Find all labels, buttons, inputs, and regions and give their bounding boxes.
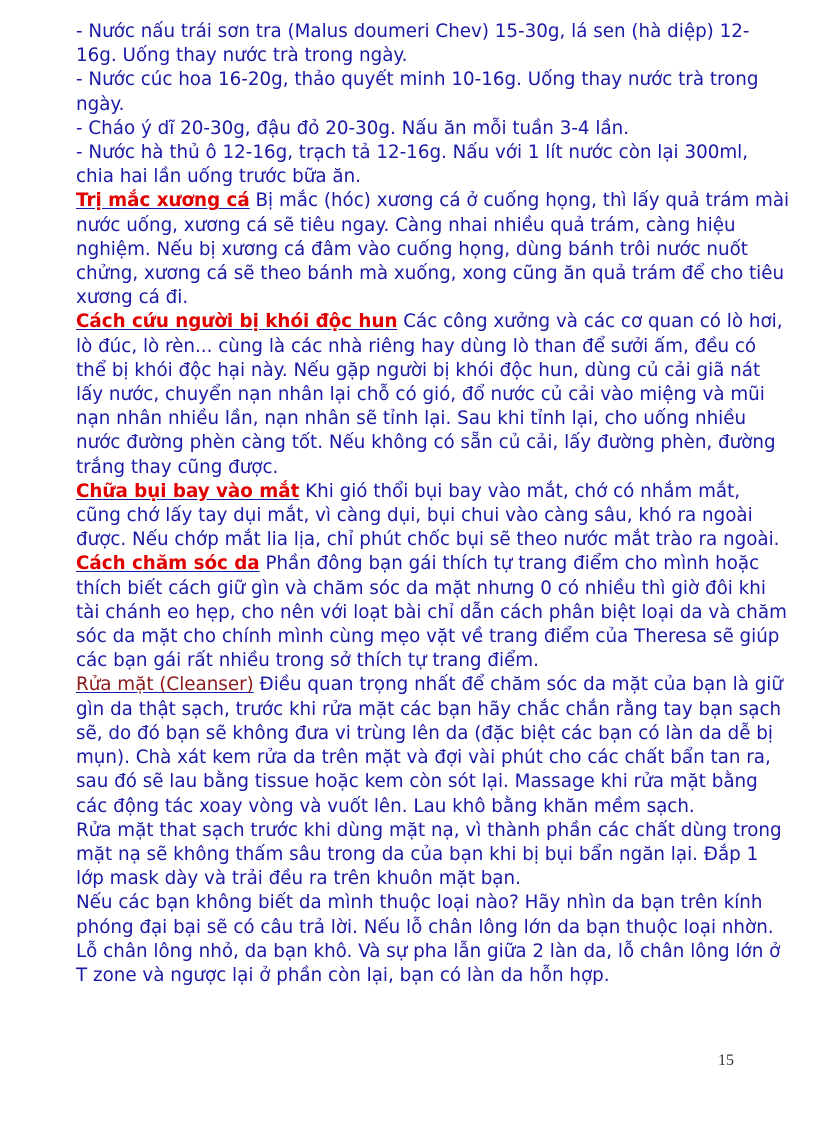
section-text: Khi gió thổi bụi bay vào mắt, chớ có nhắm mắt, cũng chớ lấy tay dụi mắt, vì càng dụi, bụi chui vào càng sâu, khó ra ngoài được. Nếu chớp mắt lia lịa, chỉ phút chốc bụi sẽ theo nước mắt trào ra ngoài. — [76, 480, 780, 551]
intro-line: - Nước hà thủ ô 12-16g, trạch tả 12-16g. Nấu với 1 lít nước còn lại 300ml, chia hai lần uống trước bữa ăn. — [76, 142, 749, 188]
intro-line: - Nước cúc hoa 16-20g, thảo quyết minh 10-16g. Uống thay nước trà trong ngày. — [76, 69, 759, 115]
closing-paragraph: Nếu các bạn không biết da mình thuộc loại nào? Hãy nhìn da bạn trên kính phóng đại bại sẽ có câu trả lời. Nếu lỗ chân lông lớn da bạn thuộc loại nhờn. Lỗ chân lông nhỏ, da bạn khô. Và sự pha lẫn giữa 2 làn da, lỗ chân lông lớn ở T zone và ngược lại ở phần còn lại, bạn có làn da hỗn hợp. — [76, 892, 781, 986]
section-heading: Chữa bụi bay vào mắt — [76, 480, 300, 502]
closing-paragraph: Rửa mặt that sạch trước khi dùng mặt nạ, vì thành phần các chất dùng trong mặt nạ sẽ không thấm sâu trong da của bạn khi bị bụi bẩn ngăn lại. Đắp 1 lớp mask dày và trải đều ra trên khuôn mặt bạn. — [76, 819, 782, 890]
intro-line: - Cháo ý dĩ 20-30g, đậu đỏ 20-30g. Nấu ăn mỗi tuần 3-4 lần. — [76, 117, 630, 139]
document-page — [76, 20, 790, 988]
section-heading: Trị mắc xương cá — [76, 190, 250, 212]
subsection-heading: Rửa mặt (Cleanser) — [76, 674, 254, 696]
section-skincare — [76, 552, 790, 673]
section-text: Các công xưởng và các cơ quan có lò hơi, lò đúc, lò rèn... cùng là các nhà riêng hay dùng lò than để sưởi ấm, đều có thể bị khói độc hại này. Nếu gặp người bị khói độc hun, dùng củ cải giã nát lấy nước, chuyển nạn nhân lại chỗ có gió, đổ nước củ cải vào miệng và mũi nạn nhân nhiều lần, nạn nhân sẽ tỉnh lại. Sau khi tỉnh lại, cho uống nhiều nước đường phèn càng tốt. Nếu không có sẵn củ cải, lấy đường phèn, đường trắng thay cũng được. — [76, 311, 783, 478]
section-smoke — [76, 310, 790, 479]
section-text: Phần đông bạn gái thích tự trang điểm cho mình hoặc thích biết cách giữ gìn và chăm sóc da mặt nhưng 0 có nhiều thì giờ đôi khi tài chánh eo hẹp, cho nên với loạt bài chỉ dẫn cách phân biệt loại da và chăm sóc da mặt cho chính mình cùng mẹo vặt về trang điểm của Theresa sẽ giúp các bạn gái rất nhiều trong sở thích tự trang điểm. — [76, 553, 787, 672]
intro-line: - Nước nấu trái sơn tra (Malus doumeri Chev) 15-30g, lá sen (hà diệp) 12-16g. Uống thay nước trà trong ngày. — [76, 21, 750, 67]
section-cleanser — [76, 673, 790, 818]
section-text: Bị mắc (hóc) xương cá ở cuống họng, thì lấy quả trám mài nước uống, xương cá sẽ tiêu ngay. Càng nhai nhiều quả trám, càng hiệu nghiệm. Nếu bị xương cá đâm vào cuống họng, dùng bánh trôi nước nuốt chửng, xương cá sẽ theo bánh mà xuống, xong cũng ăn quả trám để cho tiêu xương cá đi. — [76, 190, 790, 309]
section-text: Điều quan trọng nhất để chăm sóc da mặt của bạn là giữ gìn da thật sạch, trước khi rửa mặt các bạn hãy chắc chắn rằng tay bạn sạch sẽ, do đó bạn sẽ không đưa vi trùng lên da (đặc biệt các bạn có làn da dễ bị mụn). Chà xát kem rửa da trên mặt và đợi vài phút cho các chất bẩn tan ra, sau đó sẽ lau bằng tissue hoặc kem còn sót lại. Massage khi rửa mặt bằng các động tác xoay vòng và vuốt lên. Lau khô bằng khăn mềm sạch. — [76, 674, 783, 817]
section-fishbone — [76, 189, 790, 310]
page-number: 15 — [718, 1052, 734, 1069]
section-dust — [76, 480, 790, 553]
section-heading: Cách chăm sóc da — [76, 553, 260, 575]
section-heading: Cách cứu người bị khói độc hun — [76, 311, 398, 333]
